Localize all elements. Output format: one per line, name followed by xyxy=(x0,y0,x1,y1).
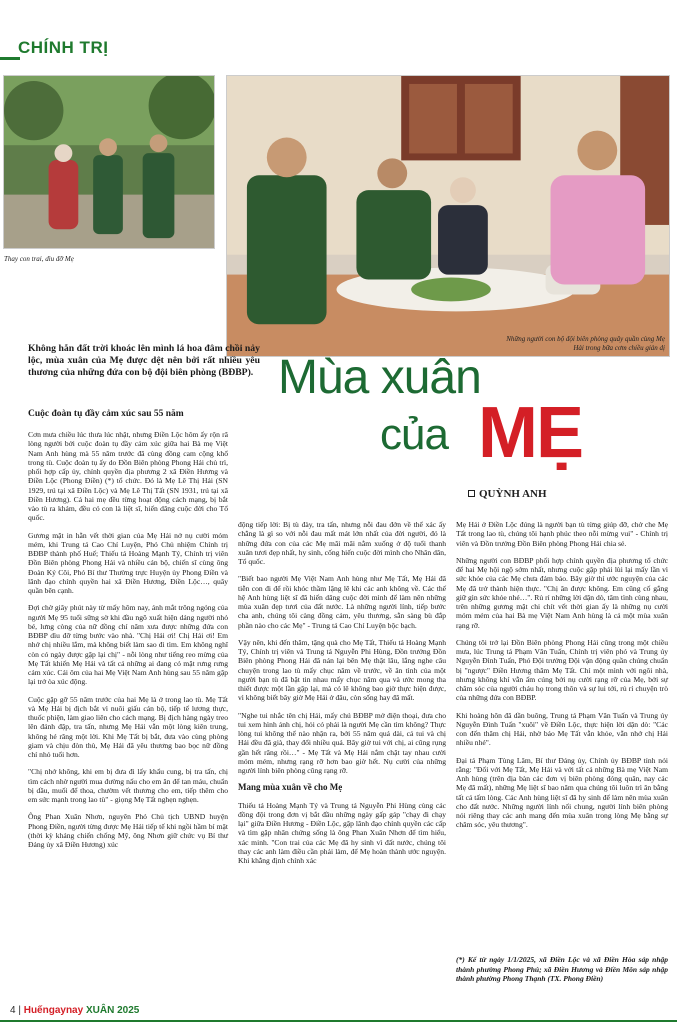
paragraph: động tiếp lời: Bị tù đày, tra tấn, nhưng nỗi đau đớn về thể xác ấy chẳng là gì so với nỗi đau mất mát lớn nhất của đời người, đó là những đứa con của các Mẹ mãi mãi nằm xuống ở độ tuổi thanh xuân tươi đẹp nhất, hy sinh, cống hiến cuộc đời mình cho Nhân dân, Tổ quốc. xyxy=(238,520,446,566)
paragraph: Vậy nên, khi đến thăm, tặng quà cho Mẹ Tất, Thiếu tá Hoàng Mạnh Tý, Chính trị viên và Trung tá Nguyễn Phi Hùng, Đồn trưởng Đồn Biên phòng Phong Hải đã nán lại bên Mẹ thật lâu, lắng nghe câu chuyện trong lao tù mấy chục năm về trước, về ân tình của một người bạn tù đã bặt tin nhau mấy chục năm qua và ước mong tha thiết được một lần gặp lại, mà có lẽ không bao giờ thực hiện được, vì không biết bây giờ Mẹ Hải ở đâu, còn sống hay đã mất. xyxy=(238,637,446,703)
footer-issue: XUÂN 2025 xyxy=(85,1005,140,1016)
footer-brand: Huếngaynay xyxy=(23,1005,84,1016)
title-line3: MẸ xyxy=(478,393,582,473)
photo-left-caption: Thay con trai, dìu đỡ Mẹ xyxy=(4,255,74,263)
paragraph: Mẹ Hải ở Điền Lộc đúng là người bạn tù từng giúp đỡ, chở che Mẹ Tất trong lao tù, chúng tôi hạnh phúc theo nỗi mừng vui" - Chính trị viên và Đồn trưởng Đồn Biên phòng Phong Hải chia sẻ. xyxy=(456,520,668,548)
section-title: CHÍNH TRỊ xyxy=(18,38,109,57)
paragraph: Những người con BĐBP phối hợp chính quyền địa phương tổ chức để hai Mẹ hội ngộ sớm nhất, nhưng cuộc gặp phải lùi lại mấy lần vì sức khỏe của các Mẹ chưa đảm bảo. Bây giờ thì ước nguyện của các Mẹ đã trở thành hiện thực. "Chị ăn được không. Em cũng cố gắng giữ gìn sức khỏe nhé…". Rủ rỉ những lời dặn dò, tâm tình cùng nhau, trên những gương mặt chi chít vết thời gian ấy là những nụ cười móm mém của hai Bà mẹ Việt Nam Anh hùng là cả một mùa xuân rạng rỡ. xyxy=(456,555,668,630)
subheading-2: Mang mùa xuân về cho Mẹ xyxy=(238,782,343,793)
paragraph: Cuộc gặp gỡ 55 năm trước của hai Mẹ là ở trong lao tù. Mẹ Tất và Mẹ Hải bị địch bắt vì nuôi giấu cán bộ, tiếp tế lương thực, thuốc phiện, làm giao liên cho cách mạng. Bị địch hàng ngày treo lên đánh đập, tra tấn, nhưng Mẹ Hải vẫn một lòng kiên trung, không hé răng một lời. Khi Mẹ Tất bị bắt, đưa vào cùng phòng giam và chịu đòn thù, Mẹ Hải đã yêu thương bao bọc nữ đồng chí nhỏ tuổi hơn. xyxy=(28,694,228,759)
paragraph: Đại tá Phạm Tùng Lâm, Bí thư Đảng ủy, Chính ủy BĐBP tỉnh nói rằng: "Đối với Mẹ Tất, Mẹ Hải và với tất cả những Bà mẹ Việt Nam Anh hùng (trên địa bàn các đơn vị biên phòng đóng quân, nay các Mẹ đã mất), những Mẹ liệt sĩ bao năm qua chúng tôi luôn trì ân bằng tất cả tấm lòng. Các Anh hùng liệt sĩ đã hy sinh để làm nên mùa xuân cho đất nước. Những người lính nối chung, người lính biên phòng nói riêng thay các anh mang đến mùa xuân trong lòng Mẹ bằng sự chăm sóc, yêu thương". xyxy=(456,755,668,830)
author-name: QUỲNH ANH xyxy=(479,488,547,500)
paragraph: Chúng tôi trở lại Đồn Biên phòng Phong Hải cũng trong một chiều mưa, lúc Trung tá Phạm Văn Tuấn, Chính trị viên phó và Trung úy Nguyễn Đình Tuấn, Phó Đội trưởng Đội vận động quần chúng chuẩn bị "ngược" Điền Hương thăm Mẹ Tất. Chỉ một mình với ngôi nhà, nhưng không khí vẫn ấm cúng bởi nụ cười rạng rỡ của Mẹ, bởi sự chăm sóc của người cháu họ trong thôn và sự lui tới, rủ rỉ chuyện trò của những đứa con BĐBP. xyxy=(456,637,668,703)
page-number: 4 | xyxy=(10,1005,21,1016)
paragraph: Khi hoàng hôn đã dần buông, Trung tá Phạm Văn Tuấn và Trung úy Nguyễn Đình Tuấn "xuôi" về Điền Lộc, thực hiện lời dặn dò: "Các con đến thăm chị Hải, nhờ báo Mẹ Tất vẫn khỏe, vẫn nhớ chị Hải nhiều nhé". xyxy=(456,710,668,748)
title-line2: của xyxy=(380,410,448,459)
footer-rule xyxy=(0,1020,677,1022)
paragraph: Thiếu tá Hoàng Mạnh Tý và Trung tá Nguyễn Phi Hùng cùng các đồng đội trong đơn vị bắt đầu những ngày gấp gáp "chạy đi chạy lại" giữa Điền Hương - Điền Lộc, gặp lãnh đạo chính quyền các cấp và tìm gặp nhân chứng sống là ông Phan Xuân Nhơn để tìm hiểu, xác minh. "Con trai của các Mẹ đã hy sinh vì đất nước, chúng tôi thay các anh làm điều cần phải làm, để Mẹ hoàn thành ước nguyện. Khi khẳng định chính xác xyxy=(238,800,446,865)
subheading-1: Cuộc đoàn tụ đầy cảm xúc sau 55 năm xyxy=(28,409,184,419)
author-byline xyxy=(468,488,547,500)
column-2 xyxy=(238,520,446,873)
footnote: (*) Kể từ ngày 1/1/2025, xã Điền Lộc và xã Điền Hòa sáp nhập thành phường Phong Phú; xã Điền Hương và Điền Môn sáp nhập thành phường Phong Thạnh (TX. Phong Điền) xyxy=(456,955,668,983)
paragraph: "Nghe tui nhắc tên chị Hải, mấy chú BĐBP mở điện thoại, đưa cho tui xem hình ảnh chị, hỏi có phải là người Mẹ cần tìm không? Thực lòng tui không thể nào nhận ra, bởi 55 năm quá dài, cả tui và chị Hải đều đã già, thay đổi nhiều quá. Bây giờ tui với chị, ai cũng rụng gần hết răng rồi…" - Mẹ Tất và Mẹ Hải nắm chặt tay nhau cười móm mém, nhưng rạng rỡ hơn bao giờ hết. Nụ cười của những người lính biên phòng cũng rạng rỡ. xyxy=(238,710,446,775)
paragraph: Gương mặt in hằn vết thời gian của Mẹ Hải nở nụ cười móm mém, khi Trung tá Cao Chí Luyện, Phó Chủ nhiệm Chính trị BĐBP thành phố Huế; Thiếu tá Hoàng Mạnh Tý, Chính trị viên Đồn Biên phòng Phong Hải và nhiều cán bộ, chiến sĩ cùng ông Đoàn Ký Côi, Phó Bí thư Thường trực Huyện ủy Phong Điền và lãnh đạo chính quyền hai xã Điền Hương, Điền Lộc…, quây quần bên cạnh. xyxy=(28,530,228,595)
lead-paragraph: Không hẳn đất trời khoác lên mình lá hoa đâm chồi nảy lộc, mùa xuân của Mẹ được dệt nên bởi rất nhiều yêu thương của những đứa con bộ đội biên phòng (BĐBP). xyxy=(28,343,260,378)
paragraph: Cơn mưa chiều lúc thưa lúc nhặt, nhưng Điền Lộc hôm ấy rộn rã lòng người bởi cuộc đoàn tụ đầy cảm xúc giữa hai Bà mẹ Việt Nam Anh hùng mà 55 năm trước đã cùng đồng cam cộng khổ trong tù. Cuộc đoàn tụ ấy do Đồn Biên phòng Phong Hải chủ trì, phối hợp cấp ủy, chính quyền địa phương 2 xã Điền Hương và Điền Lộc (Phong Điền) (*) tổ chức. Đó là Mẹ Lê Thị Hải (SN 1929, trú tại xã Điền Lộc) và Mẹ Lê Thị Tất (SN 1931, trú tại xã Điền Hương). Cả hai mẹ đều từng hoạt động cách mạng, bị bắt vào tù ra khám, đều có con là liệt sĩ, hiến dâng cuộc đời cho Tổ quốc. xyxy=(28,430,228,523)
photo-right xyxy=(226,75,670,357)
section-rule xyxy=(0,57,20,60)
paragraph: Ông Phan Xuân Nhơn, nguyên Phó Chủ tịch UBND huyện Phong Điền, người từng được Mẹ Hải tiếp tế khi ngồi hầm bí mật (thời kỳ kháng chiến chống Mỹ, ông Nhơn giữ chức vụ Bí thư Đảng ủy xã Điền Hương) xúc xyxy=(28,812,228,849)
paragraph: "Biết bao người Mẹ Việt Nam Anh hùng như Mẹ Tất, Mẹ Hải đã tiễn con đi để rồi khóc thầm lặng lẽ khi các anh không về. Các thế hệ Anh hùng liệt sĩ đã hiến dâng cuộc đời mình để làm nên những mùa xuân đẹp tươi của đất nước. Là những người lính, tiếp bước cha anh, chúng tôi càng đồng cảm, yêu thương, sẵn sàng bù đắp phần nào cho các Mẹ" - Trung tá Cao Chí Luyện bộc bạch. xyxy=(238,574,446,630)
paragraph: Đợi chờ giây phút này từ mấy hôm nay, ánh mắt trông ngóng của người Mẹ 95 tuổi sững sờ khi đầu ngõ xuất hiện dáng người nhỏ bé, lưng còng của nữ đồng chí năm xưa được những đứa con BĐBP dìu đỡ từng bước vào nhà. "Chị Hải ơi! Chị Hải ơi! Em nhớ chị nhiều lắm, mà không biết làm sao đi tìm. Em không nghĩ còn có ngày được gặp lại chị" - nỗi lòng như tiếng reo mừng của Mẹ Tất khiến Mẹ Hải và tất cả những ai đang có mặt rưng rưng cảm xúc. Cái ôm của hai Mẹ Việt Nam Anh hùng sau 55 năm gặp lại trở òa xúc động. xyxy=(28,603,228,687)
paragraph: "Chị nhớ không, khi em bị đưa đi lấy khẩu cung, bị tra tấn, chị tìm cách nhờ người mua đường nấu cho em ăn để tan máu, chuẩn bị dầu, muối để thoa, chườm vết thương cho em, tiếp thêm cho em sức mạnh trong lao tù" - giọng Mẹ Tất nghẹn nghẹn. xyxy=(28,767,228,804)
author-box-icon xyxy=(468,490,475,497)
column-3 xyxy=(456,520,668,838)
photo-right-caption: Những người con bộ đội biên phòng quây quần cùng Mẹ Hải trong bữa cơm chiều giản dị xyxy=(506,335,665,352)
column-1 xyxy=(28,430,228,857)
title-line1: Mùa xuân xyxy=(278,351,481,404)
footer-text xyxy=(10,1005,139,1016)
photo-left xyxy=(3,75,215,249)
